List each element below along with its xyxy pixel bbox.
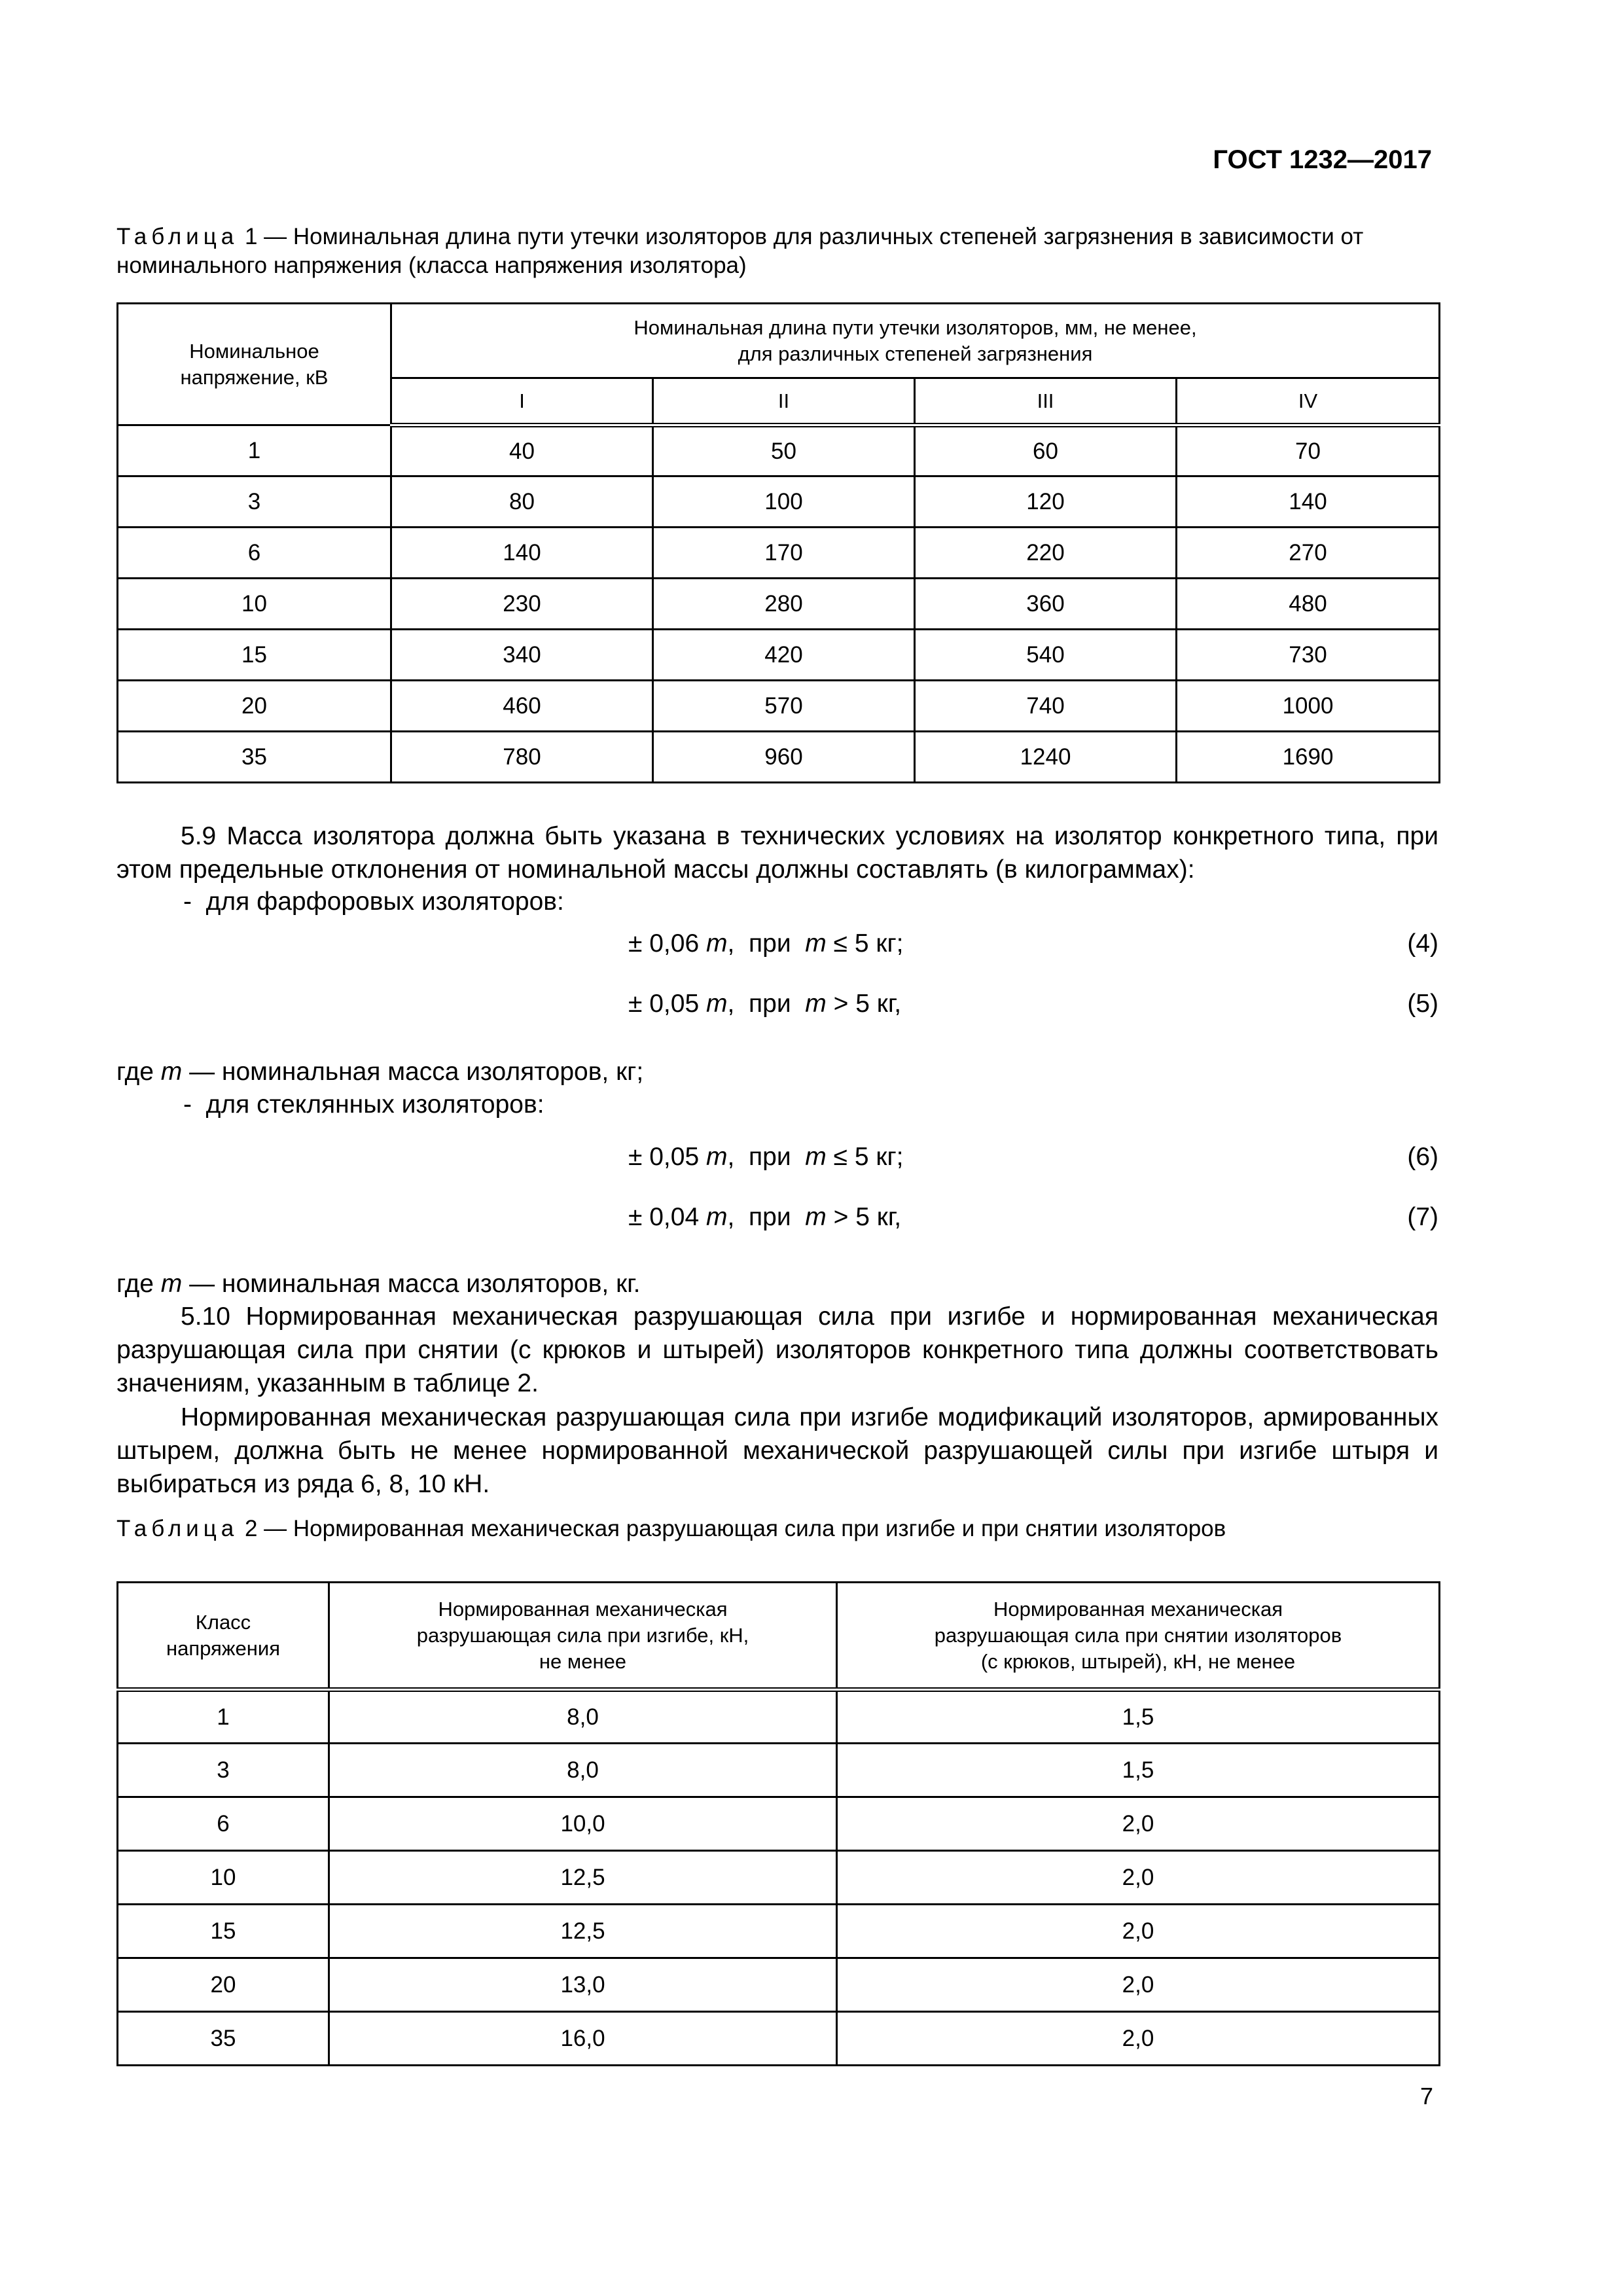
table-cell: 12,5 bbox=[329, 1851, 837, 1905]
table-cell: 420 bbox=[653, 630, 915, 681]
table-cell: 280 bbox=[653, 579, 915, 630]
table-cell: 1 bbox=[118, 425, 391, 476]
table-cell: 10,0 bbox=[329, 1797, 837, 1851]
formula-cond-var: m bbox=[805, 1143, 827, 1171]
paragraph-5-10: 5.10 Нормированная механическая разрушающая сила при изгибе и нормированная механическая разрушающая сила при снятии (с крюков и штырей) изоляторов конкретного типа должны соответствовать значениям, указанным в таблице 2. bbox=[116, 1302, 1438, 1397]
where-clause-2 bbox=[116, 1267, 1438, 1300]
table-row bbox=[118, 1958, 1440, 2012]
table2-header-bend-line3: не менее bbox=[539, 1649, 627, 1673]
formula-sep: , при bbox=[727, 929, 806, 958]
table-cell: 540 bbox=[915, 630, 1177, 681]
list-dash: - bbox=[183, 888, 192, 916]
paragraph-5-9: 5.9 Масса изолятора должна быть указана в технических условиях на изолятор конкретного типа, при этом предельные отклонения от номинальной массы должны составлять (в килограммах): bbox=[116, 822, 1438, 884]
table-cell: 1,5 bbox=[837, 1690, 1440, 1744]
table-cell: 360 bbox=[915, 579, 1177, 630]
where-var: m bbox=[160, 1058, 183, 1086]
table-cell: 40 bbox=[391, 425, 653, 476]
page-number: 7 bbox=[1419, 2083, 1433, 2109]
table-cell: 1240 bbox=[915, 732, 1177, 783]
formula-number: (5) bbox=[1407, 990, 1438, 1018]
formula-var: m bbox=[706, 1203, 728, 1231]
where-text: — номинальная масса изоляторов, кг; bbox=[182, 1058, 644, 1086]
table-row bbox=[118, 2012, 1440, 2066]
table-cell: 16,0 bbox=[329, 2012, 837, 2066]
table-cell: 6 bbox=[118, 528, 391, 579]
table-cell: 3 bbox=[118, 1744, 329, 1797]
table1-header-degree: II bbox=[653, 378, 915, 425]
table-row bbox=[118, 1744, 1440, 1797]
table2 bbox=[116, 1581, 1440, 2066]
table-cell: 35 bbox=[118, 2012, 329, 2066]
table2-caption bbox=[116, 1515, 1438, 1543]
porcelain-label: для фарфоровых изоляторов: bbox=[205, 888, 564, 916]
table-cell: 120 bbox=[915, 476, 1177, 528]
table-cell: 100 bbox=[653, 476, 915, 528]
table-cell: 35 bbox=[118, 732, 391, 783]
table1-header-group bbox=[391, 304, 1440, 378]
formula-sep: , при bbox=[727, 990, 806, 1018]
table1-header-group-line1: Номинальная длина пути утечки изоляторов, мм, не менее, bbox=[633, 315, 1197, 339]
table-row bbox=[118, 732, 1440, 783]
list-item-glass bbox=[183, 1090, 544, 1119]
table-row bbox=[118, 1905, 1440, 1958]
table1-header-degree: III bbox=[915, 378, 1177, 425]
table-cell: 140 bbox=[1177, 476, 1440, 528]
table-row bbox=[118, 579, 1440, 630]
table-cell: 270 bbox=[1177, 528, 1440, 579]
table-cell: 15 bbox=[118, 630, 391, 681]
table1-header-degree: IV bbox=[1177, 378, 1440, 425]
table-row bbox=[118, 425, 1440, 476]
table-cell: 70 bbox=[1177, 425, 1440, 476]
table-cell: 2,0 bbox=[837, 1797, 1440, 1851]
table-row bbox=[118, 1797, 1440, 1851]
formula-cond: > 5 кг, bbox=[826, 1203, 902, 1231]
table-cell: 60 bbox=[915, 425, 1177, 476]
table-cell: 50 bbox=[653, 425, 915, 476]
table2-header-remove-line3: (с крюков, штырей), кН, не менее bbox=[980, 1649, 1296, 1673]
formula-coef: ± 0,06 bbox=[628, 929, 700, 958]
table-cell: 6 bbox=[118, 1797, 329, 1851]
formula-cond-var: m bbox=[805, 990, 827, 1018]
table-cell: 960 bbox=[653, 732, 915, 783]
table-cell: 2,0 bbox=[837, 1958, 1440, 2012]
formula-7 bbox=[628, 1203, 901, 1232]
table2-header-bend-line2: разрушающая сила при изгибе, кН, bbox=[416, 1623, 749, 1647]
table2-header-bend-line1: Нормированная механическая bbox=[438, 1597, 728, 1621]
where-clause-1 bbox=[116, 1055, 1438, 1088]
table2-header-remove-line2: разрушающая сила при снятии изоляторов bbox=[934, 1623, 1342, 1647]
document-id: ГОСТ 1232—2017 bbox=[1213, 145, 1432, 174]
table2-header-bend bbox=[329, 1583, 837, 1690]
where-var: m bbox=[160, 1270, 183, 1298]
list-item-porcelain bbox=[183, 888, 564, 916]
table-cell: 1 bbox=[118, 1690, 329, 1744]
formula-cond: > 5 кг, bbox=[826, 990, 902, 1018]
list-dash: - bbox=[183, 1090, 192, 1119]
formula-var: m bbox=[706, 929, 728, 958]
table-cell: 10 bbox=[118, 1851, 329, 1905]
table-cell: 80 bbox=[391, 476, 653, 528]
table1-caption-text: 1 — Номинальная длина пути утечки изоляторов для различных степеней загрязнения в зависимости от номинального напряжения (класса напряжения изолятора) bbox=[116, 224, 1364, 278]
table2-header-class: Класс напряжения bbox=[118, 1583, 329, 1690]
formula-5 bbox=[628, 990, 901, 1018]
table-row bbox=[118, 528, 1440, 579]
formula-number: (6) bbox=[1407, 1143, 1438, 1171]
formula-sep: , при bbox=[727, 1143, 806, 1171]
table-cell: 1,5 bbox=[837, 1744, 1440, 1797]
where-prefix: где bbox=[116, 1058, 161, 1086]
table-row bbox=[118, 476, 1440, 528]
table-cell: 15 bbox=[118, 1905, 329, 1958]
table-cell: 20 bbox=[118, 1958, 329, 2012]
formula-coef: ± 0,05 bbox=[628, 1143, 700, 1171]
table-cell: 20 bbox=[118, 681, 391, 732]
table2-caption-text: 2 — Нормированная механическая разрушающая сила при изгибе и при снятии изоляторов bbox=[244, 1516, 1226, 1541]
table1-caption-label: Таблица bbox=[116, 224, 239, 249]
table2-caption-label: Таблица bbox=[116, 1516, 239, 1541]
table-cell: 170 bbox=[653, 528, 915, 579]
paragraph-5-10-2: Нормированная механическая разрушающая сила при изгибе модификаций изоляторов, армированных штырем, должна быть не менее нормированной механической разрушающей силы при изгибе штыря и выбираться из ряда 6, 8, 10 кН. bbox=[116, 1403, 1438, 1498]
formula-cond-var: m bbox=[805, 929, 827, 958]
table-cell: 780 bbox=[391, 732, 653, 783]
table-cell: 12,5 bbox=[329, 1905, 837, 1958]
formula-var: m bbox=[706, 1143, 728, 1171]
table-row bbox=[118, 630, 1440, 681]
table-cell: 8,0 bbox=[329, 1690, 837, 1744]
table-cell: 230 bbox=[391, 579, 653, 630]
where-prefix: где bbox=[116, 1270, 161, 1298]
formula-number: (7) bbox=[1407, 1203, 1438, 1231]
table-cell: 570 bbox=[653, 681, 915, 732]
table-cell: 740 bbox=[915, 681, 1177, 732]
glass-label: для стеклянных изоляторов: bbox=[205, 1090, 544, 1119]
where-text: — номинальная масса изоляторов, кг. bbox=[182, 1270, 641, 1298]
table-cell: 480 bbox=[1177, 579, 1440, 630]
table-row bbox=[118, 1690, 1440, 1744]
table-cell: 140 bbox=[391, 528, 653, 579]
table-row bbox=[118, 681, 1440, 732]
table-cell: 460 bbox=[391, 681, 653, 732]
table-cell: 1690 bbox=[1177, 732, 1440, 783]
formula-coef: ± 0,05 bbox=[628, 990, 700, 1018]
formula-number: (4) bbox=[1407, 929, 1438, 958]
table2-header-remove bbox=[837, 1583, 1440, 1690]
table-cell: 2,0 bbox=[837, 1905, 1440, 1958]
table1-caption bbox=[116, 223, 1438, 280]
formula-var: m bbox=[706, 990, 728, 1018]
table-cell: 730 bbox=[1177, 630, 1440, 681]
table1-header-degree: I bbox=[391, 378, 653, 425]
formula-4 bbox=[628, 929, 904, 958]
table1-header-group-line2: для различных степеней загрязнения bbox=[738, 342, 1093, 365]
table-cell: 8,0 bbox=[329, 1744, 837, 1797]
table-cell: 220 bbox=[915, 528, 1177, 579]
formula-6 bbox=[628, 1143, 904, 1172]
table2-header-remove-line1: Нормированная механическая bbox=[993, 1597, 1283, 1621]
formula-coef: ± 0,04 bbox=[628, 1203, 700, 1231]
table-cell: 2,0 bbox=[837, 2012, 1440, 2066]
table-cell: 1000 bbox=[1177, 681, 1440, 732]
table-cell: 10 bbox=[118, 579, 391, 630]
table-cell: 3 bbox=[118, 476, 391, 528]
table-cell: 2,0 bbox=[837, 1851, 1440, 1905]
formula-cond-var: m bbox=[805, 1203, 827, 1231]
table1 bbox=[116, 302, 1440, 783]
table-cell: 13,0 bbox=[329, 1958, 837, 2012]
formula-sep: , при bbox=[727, 1203, 806, 1231]
formula-cond: ≤ 5 кг; bbox=[826, 929, 904, 958]
formula-cond: ≤ 5 кг; bbox=[826, 1143, 904, 1171]
table-cell: 340 bbox=[391, 630, 653, 681]
table1-header-voltage: Номинальное напряжение, кВ bbox=[118, 304, 391, 425]
table-row bbox=[118, 1851, 1440, 1905]
